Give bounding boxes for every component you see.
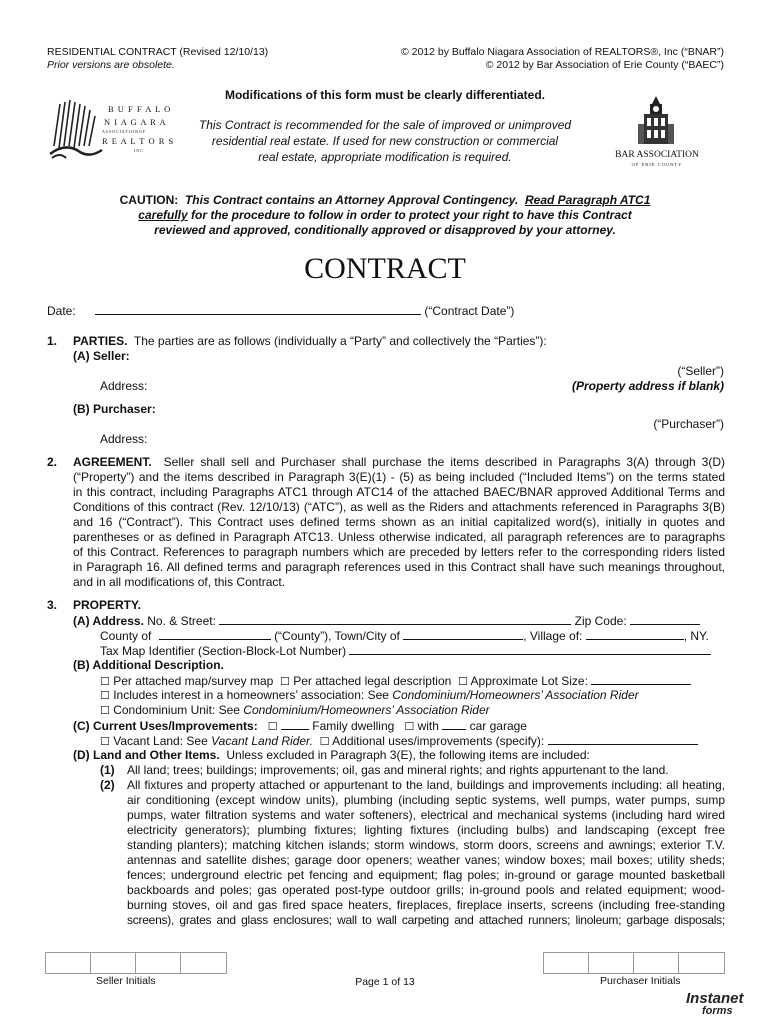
vacant-land-checkbox[interactable]: ☐ bbox=[100, 735, 110, 748]
county-row bbox=[100, 628, 709, 644]
section-1-heading: PARTIES. bbox=[73, 334, 128, 348]
additional-description-label: (B) Additional Description. bbox=[73, 658, 224, 672]
instanet-forms-logo: forms bbox=[702, 1005, 733, 1017]
hoa-row bbox=[100, 688, 639, 703]
recommendation-notice bbox=[0, 117, 770, 165]
item-2-line-4: standing planters); matching kitchen islands; storm windows, storm doors, screens and awnings; exterior T.V. bbox=[127, 838, 725, 852]
item-2-line-0: All fixtures and property attached or appurtenant to the land, buildings and improvements including: all heating, bbox=[127, 778, 725, 792]
town-field[interactable] bbox=[403, 628, 523, 640]
purchaser-address-field[interactable] bbox=[160, 430, 520, 444]
seller-initials-box-3[interactable] bbox=[135, 952, 181, 974]
garage-checkbox[interactable]: ☐ bbox=[404, 720, 415, 733]
bnar-logo-text-3: A S S O C I A T I O N O F bbox=[102, 129, 145, 134]
section-3-number: 3. bbox=[47, 598, 58, 612]
current-uses-row bbox=[73, 718, 527, 734]
seller-address-field[interactable] bbox=[160, 377, 520, 391]
legal-description-label: Per attached legal description bbox=[293, 674, 452, 688]
town-label: (“County”), Town/City of bbox=[274, 629, 400, 643]
additional-uses-checkbox[interactable]: ☐ bbox=[319, 735, 330, 748]
item-2-line-2: pumps, water filtration systems and water softeners), electrical and mechanical systems (including hard wired bbox=[127, 808, 725, 822]
form-revision: RESIDENTIAL CONTRACT (Revised 12/10/13) bbox=[47, 46, 269, 58]
contract-date-row bbox=[47, 303, 514, 319]
section-2-line-8: and in all modifications of, this Contract. bbox=[73, 575, 286, 589]
item-2-line-8: burning stoves, oil and gas fired space heaters, fireplaces, fireplace inserts, screens (including free-standing bbox=[127, 898, 725, 912]
condo-rider-name: Condominium/Homeowners’ Association Rider bbox=[243, 703, 490, 717]
instanet-logo: Instanet bbox=[686, 990, 744, 1007]
family-dwelling-checkbox[interactable]: ☐ bbox=[267, 720, 278, 733]
seller-label: (A) Seller: bbox=[73, 349, 130, 363]
item-1-number: (1) bbox=[100, 763, 115, 777]
seller-name-field[interactable] bbox=[180, 347, 620, 361]
section-2-line-7: in Paragraph 16. All defined terms and paragraph references used in this Contract shall have such meanings throughout, bbox=[73, 560, 725, 574]
additional-uses-field[interactable] bbox=[548, 733, 698, 745]
contract-title: CONTRACT bbox=[304, 252, 466, 285]
tax-map-field[interactable] bbox=[349, 643, 711, 655]
section-1-text: The parties are as follows (individually a “Party” and collectively the “Parties”): bbox=[133, 334, 547, 348]
section-2-line-0-text: Seller shall sell and Purchaser shall purchase the items described in Paragraphs 3(A) through 3(D) bbox=[163, 455, 725, 469]
copyright-baec: © 2012 by Bar Association of Erie County (“BAEC”) bbox=[485, 59, 724, 71]
purchaser-initials-label: Purchaser Initials bbox=[600, 975, 681, 987]
section-2-line-4: and 16 (“Contract”). This Contract uses defined terms shown as an initial capitalized word(s), initially in quotes and bbox=[73, 515, 725, 529]
hoa-rider-name: Condominium/Homeowners’ Association Rider bbox=[392, 688, 639, 702]
caution-text-d: reviewed and approved, conditionally approved or disapproved by your attorney. bbox=[154, 223, 616, 237]
modifications-notice: Modifications of this form must be clearly differentiated. bbox=[224, 88, 546, 102]
tax-map-row bbox=[100, 643, 711, 659]
village-label: , Village of: bbox=[523, 629, 583, 643]
property-address-if-blank: (Property address if blank) bbox=[571, 379, 724, 393]
lot-size-field[interactable] bbox=[591, 673, 691, 685]
date-label: Date: bbox=[47, 304, 76, 318]
purchaser-label: (B) Purchaser: bbox=[73, 402, 156, 416]
caution-text-a: This Contract contains an Attorney Approval Contingency. bbox=[184, 193, 519, 207]
page-number: Page 1 of 13 bbox=[355, 976, 415, 988]
state-label: , NY. bbox=[683, 629, 709, 643]
land-items-row bbox=[73, 748, 590, 763]
section-1-number: 1. bbox=[47, 334, 58, 348]
seller-initials-box-4[interactable] bbox=[180, 952, 227, 974]
street-field[interactable] bbox=[219, 613, 571, 625]
address-label: (A) Address. bbox=[73, 614, 144, 628]
current-uses-label: (C) Current Uses/Improvements: bbox=[73, 719, 258, 733]
section-2-line-2: in this contract, including Paragraphs ATC1 through ATC14 of the attached BAEC/BNAR approved Additional Terms and bbox=[73, 485, 725, 499]
county-label: County of bbox=[100, 629, 152, 643]
condo-checkbox[interactable]: ☐ bbox=[100, 704, 110, 717]
address-row bbox=[73, 613, 700, 629]
hoa-label: Includes interest in a homeowners’ association: See bbox=[113, 688, 389, 702]
section-2-number: 2. bbox=[47, 455, 58, 469]
purchaser-tag: (“Purchaser”) bbox=[653, 417, 724, 431]
seller-initials-box-2[interactable] bbox=[90, 952, 136, 974]
seller-initials-label: Seller Initials bbox=[96, 975, 156, 987]
item-2-number: (2) bbox=[100, 778, 115, 792]
purchaser-initials-box-2[interactable] bbox=[588, 952, 634, 974]
bnar-logo-text-1: B U F F A L O bbox=[108, 104, 172, 114]
land-items-text: Unless excluded in Paragraph 3(E), the following items are included: bbox=[226, 748, 590, 762]
purchaser-initials-box-1[interactable] bbox=[543, 952, 589, 974]
lot-size-label: Approximate Lot Size: bbox=[470, 674, 588, 688]
section-3-heading: PROPERTY. bbox=[73, 598, 142, 612]
section-2-line-3: Conditions of this contract (Rev. 12/10/13) (“ATC”), as well as the Riders and attachments referenced in Paragraphs 3(B) bbox=[73, 500, 725, 514]
copyright-bnar: © 2012 by Buffalo Niagara Association of REALTORS®, Inc (“BNAR”) bbox=[400, 46, 724, 58]
contract-date-tag: (“Contract Date”) bbox=[424, 304, 515, 318]
family-dwelling-label: Family dwelling bbox=[312, 719, 395, 733]
section-2-line-5: parentheses or as defined in Paragraph ATC13. Unless otherwise indicated, all paragraph references are to paragraphs bbox=[73, 530, 725, 544]
section-2-heading: AGREEMENT. bbox=[73, 455, 152, 469]
item-2-line-5: antennas and satellite dishes; garage door openers; weather vanes; window boxes; mail boxes; utility sheds; bbox=[127, 853, 725, 867]
recommendation-line-3: real estate, appropriate modification is required. bbox=[258, 150, 512, 164]
condo-row bbox=[100, 703, 490, 718]
street-label: No. & Street: bbox=[147, 614, 216, 628]
additional-description-row-1 bbox=[100, 673, 691, 689]
bnar-logo-text-2: N I A G A R A bbox=[104, 117, 167, 127]
item-2-line-6: fences; underground electric pet fencing and equipment; flag poles; in-ground or garage mounted basketball bbox=[127, 868, 725, 882]
zip-field[interactable] bbox=[630, 613, 700, 625]
seller-address-label: Address: bbox=[100, 379, 148, 393]
section-2-line-1: (“Property”) and the items described in Paragraph 3(E)(1) - (5) as being included (“Included Items”) on the terms stated bbox=[73, 470, 725, 484]
zip-label: Zip Code: bbox=[574, 614, 627, 628]
vacant-land-row bbox=[100, 733, 698, 749]
item-2-line-3: electricity generators); plumbing fixtures; lighting fixtures (including bulbs) and landscaping (except free bbox=[127, 823, 725, 837]
map-survey-checkbox[interactable]: ☐ bbox=[100, 675, 110, 688]
caution-label: CAUTION: bbox=[119, 193, 179, 207]
car-garage-label: car garage bbox=[469, 719, 527, 733]
purchaser-initials-box-4[interactable] bbox=[678, 952, 725, 974]
lot-size-checkbox[interactable]: ☐ bbox=[457, 675, 468, 688]
item-2-line-7: backboards and poles; gas operated post-type outdoor grills; in-ground pools and related equipment; wood- bbox=[127, 883, 725, 897]
purchaser-name-field[interactable] bbox=[180, 400, 620, 414]
condo-label: Condominium Unit: See bbox=[113, 703, 240, 717]
county-field[interactable] bbox=[159, 628, 271, 640]
bar-association-name: BAR ASSOCIATION bbox=[615, 150, 699, 160]
purchaser-initials-box-3[interactable] bbox=[633, 952, 679, 974]
bnar-logo-text-4: R E A L T O R S bbox=[102, 136, 175, 146]
seller-tag: (“Seller”) bbox=[677, 364, 724, 378]
purchaser-address-label: Address: bbox=[100, 432, 148, 446]
vacant-land-rider-name: Vacant Land Rider. bbox=[211, 734, 313, 748]
section-2-line-0 bbox=[73, 455, 725, 470]
seller-initials-box-1[interactable] bbox=[45, 952, 91, 974]
land-items-label: (D) Land and Other Items. bbox=[73, 748, 220, 762]
caution-carefully: carefully bbox=[138, 208, 188, 222]
village-field[interactable] bbox=[586, 628, 684, 640]
caution-paragraph-link: Read Paragraph ATC1 bbox=[525, 193, 651, 207]
recommendation-line-1: This Contract is recommended for the sale of improved or unimproved bbox=[198, 118, 572, 132]
item-2-line-1: air conditioning (except window units), plumbing (including septic systems, well pumps, water pumps, sump bbox=[127, 793, 725, 807]
item-1-text: All land; trees; buildings; improvements; oil, gas and mineral rights; and rights appurtenant to the land. bbox=[127, 763, 669, 777]
tax-map-label: Tax Map Identifier (Section-Block-Lot Number) bbox=[100, 644, 347, 658]
garage-count-field[interactable] bbox=[442, 718, 466, 730]
item-2-line-9: screens), grates and glass enclosures; wall to wall carpeting and attached runners; linoleum; garbage disposals; bbox=[127, 913, 725, 927]
recommendation-line-2: residential real estate. If used for new construction or commercial bbox=[211, 134, 559, 148]
family-count-field[interactable] bbox=[281, 718, 309, 730]
vacant-land-label: Vacant Land: See bbox=[113, 734, 208, 748]
caution-block bbox=[0, 193, 770, 238]
bar-association-sub: OF ERIE COUNTY bbox=[631, 162, 683, 167]
contract-date-field[interactable] bbox=[95, 303, 421, 315]
map-survey-label: Per attached map/survey map bbox=[113, 674, 274, 688]
section-2-line-6: of this Contract. References to paragraph numbers which are preceded by letters refer to the corresponding riders listed bbox=[73, 545, 725, 559]
legal-description-checkbox[interactable]: ☐ bbox=[279, 675, 290, 688]
additional-uses-label: Additional uses/improvements (specify): bbox=[332, 734, 545, 748]
prior-versions-note: Prior versions are obsolete. bbox=[47, 59, 175, 71]
bnar-logo-text-5: I N C bbox=[134, 148, 143, 153]
with-label: with bbox=[417, 719, 439, 733]
hoa-checkbox[interactable]: ☐ bbox=[100, 689, 110, 702]
caution-text-c: for the procedure to follow in order to protect your right to have this Contract bbox=[191, 208, 632, 222]
